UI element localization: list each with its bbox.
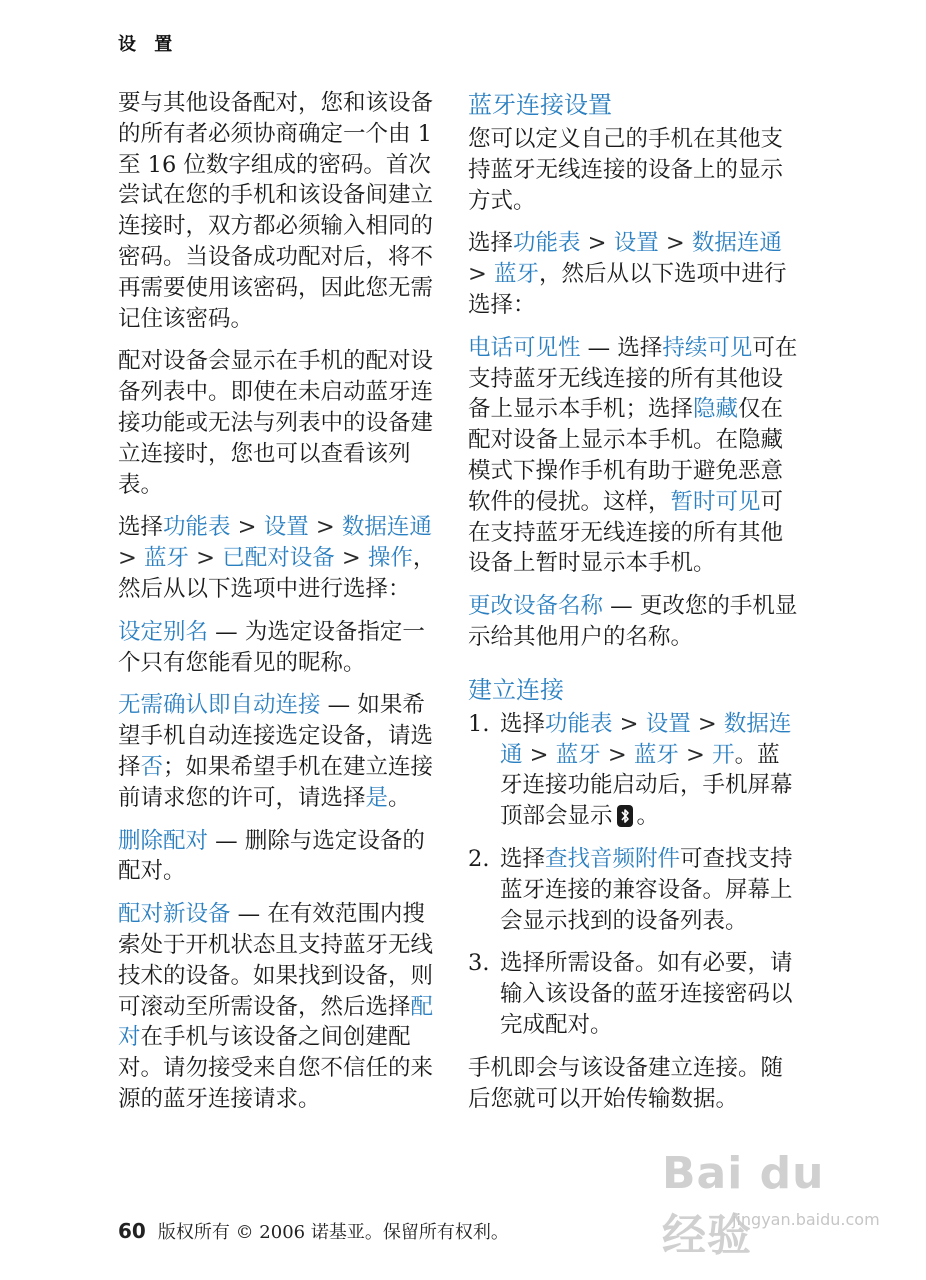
left-column: [118, 88, 446, 1127]
pairing-paragraph: 要与其他设备配对，您和该设备的所有者必须协商确定一个由 1 至 16 位数字组成的密码。首次尝试在您的手机和该设备间建立连接时，双方都必须输入相同的密码。当设备成功配对后，将不再需要使用该密码，因此您无需记住该密码。: [118, 90, 434, 332]
menu-item-options: 操作: [367, 545, 413, 572]
option-change-device-name: 更改设备名称 — 更改您的手机显示给其他用户的名称。: [468, 593, 798, 650]
menu-item-connectivity: 数据连通: [341, 514, 432, 541]
page-number: 60: [118, 1219, 146, 1243]
paired-list-paragraph: 配对设备会显示在手机的配对设备列表中。即使在未启动蓝牙连接功能或无法与列表中的设备建立连接时，您也可以查看该列表。: [118, 348, 434, 498]
menu-item-paired-devices: 已配对设备: [222, 545, 335, 572]
option-delete-pairing: 删除配对 — 删除与选定设备的配对。: [118, 827, 425, 885]
connection-steps: [468, 709, 798, 1041]
heading-establish-connection: 建立连接: [468, 675, 564, 704]
heading-bt-settings: 蓝牙连接设置: [468, 91, 612, 119]
bluetooth-icon: [617, 805, 633, 827]
section-header: 设 置: [118, 34, 179, 55]
copyright-text: 版权所有 © 2006 诺基亚。保留所有权利。: [157, 1222, 509, 1243]
option-phone-visibility: 电话可见性 — 选择持续可见可在支持蓝牙无线连接的所有其他设备上显示本手机；选择隐藏仅在配对设备上显示本手机。在隐藏模式下操作手机有助于避免恶意软件的侵扰。这样，暂时可见可在支持蓝牙无线连接的所有其他设备上暂时显示本手机。: [468, 334, 798, 577]
page-footer: [118, 1218, 509, 1244]
step-1: 1. 选择功能表 > 设置 > 数据连通 > 蓝牙 > 蓝牙 > 开。蓝牙连接功能启动后，手机屏幕顶部会显示 。: [468, 710, 793, 830]
bt-settings-intro: 您可以定义自己的手机在其他支持蓝牙无线连接的设备上的显示方式。: [468, 126, 784, 214]
menu-item-bluetooth: 蓝牙: [144, 545, 190, 572]
right-column: [468, 88, 798, 1126]
option-set-alias: 设定别名 — 为选定设备指定一个只有您能看见的昵称。: [118, 618, 425, 676]
menu-item-functions: 功能表: [163, 514, 231, 541]
option-pair-new-device: 配对新设备 — 在有效范围内搜索处于开机状态且支持蓝牙无线技术的设备。如果找到设备，则可滚动至所需设备，然后选择配对在手机与该设备之间创建配对。请勿接受来自您不信任的来源的蓝牙连接请求。: [118, 901, 434, 1112]
watermark: [662, 1148, 880, 1261]
menu-item-settings: 设置: [263, 514, 309, 541]
watermark-url: jingyan.baidu.com: [732, 1210, 880, 1229]
bt-menu-path-paragraph: 选择功能表 > 设置 > 数据连通 > 蓝牙，然后从以下选项中进行选择：: [468, 230, 787, 318]
step-3: 3. 选择所需设备。如有必要，请输入该设备的蓝牙连接密码以完成配对。: [468, 950, 793, 1038]
option-auto-connect: 无需确认即自动连接 — 如果希望手机自动连接选定设备，请选择否；如果希望手机在建立连接前请求您的许可，请选择是。: [118, 692, 434, 811]
watermark-logo: Bai du 经验: [662, 1148, 825, 1261]
menu-path-paragraph: 选择功能表 > 设置 > 数据连通 > 蓝牙 > 已配对设备 > 操作，然后从以下选项中进行选择：: [118, 514, 436, 602]
step-2: 2. 选择查找音频附件可查找支持蓝牙连接的兼容设备。屏幕上会显示找到的设备列表。: [468, 845, 793, 934]
closing-paragraph: 手机即会与该设备建立连接。随后您就可以开始传输数据。: [468, 1054, 784, 1112]
